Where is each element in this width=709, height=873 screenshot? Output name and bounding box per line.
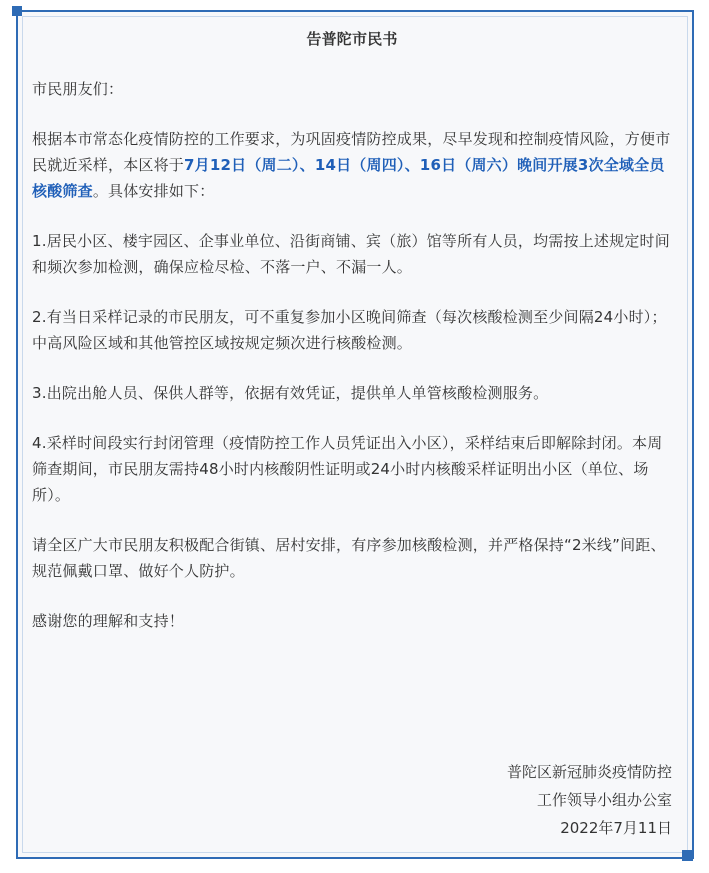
signature-org-line1: 普陀区新冠肺炎疫情防控 [506,763,672,781]
item-2: 2.有当日采样记录的市民朋友，可不重复参加小区晚间筛查（每次核酸检测至少间隔24小时）；中高风险区域和其他管控区域按规定频次进行核酸检测。 [32,308,667,352]
signature-date: 2022年7月11日 [560,819,672,837]
thanks-line: 感谢您的理解和支持！ [32,612,185,630]
item-3: 3.出院出舱人员、保供人群等，依据有效凭证，提供单人单管核酸检测服务。 [32,384,549,402]
intro-paragraph [32,126,672,204]
frame-corner-bottom-right [682,850,693,861]
intro-text-after: 。具体安排如下： [92,182,215,200]
frame-corner-top-left [12,6,22,16]
intro-text-before: 根据本市常态化疫情防控的工作要求，为巩固疫情防控成果，尽早发现和控制疫情风险，方便市民就近采样，本区将于 [32,130,671,174]
signature-org-line2: 工作领导小组办公室 [536,791,672,809]
item-1: 1.居民小区、楼宇园区、企事业单位、沿街商铺、宾（旅）馆等所有人员，均需按上述规定时间和频次参加检测，确保应检尽检、不落一户、不漏一人。 [32,232,670,276]
item-4: 4.采样时间段实行封闭管理（疫情防控工作人员凭证出入小区），采样结束后即解除封闭。本周筛查期间，市民朋友需持48小时内核酸阴性证明或24小时内核酸采样证明出小区（单位、场所）。 [32,434,663,504]
signature-block [507,758,672,842]
appeal-paragraph: 请全区广大市民朋友积极配合街镇、居村安排，有序参加核酸检测，并严格保持“2米线”间距、规范佩戴口罩、做好个人防护。 [32,536,666,580]
intro-emphasis: 7月12日（周二）、14日（周四）、16日（周六）晚间开展3次全域全员核酸筛查 [32,156,665,200]
notice-content [32,26,672,634]
notice-title: 告普陀市民书 [306,30,398,48]
greeting: 市民朋友们： [32,80,124,98]
